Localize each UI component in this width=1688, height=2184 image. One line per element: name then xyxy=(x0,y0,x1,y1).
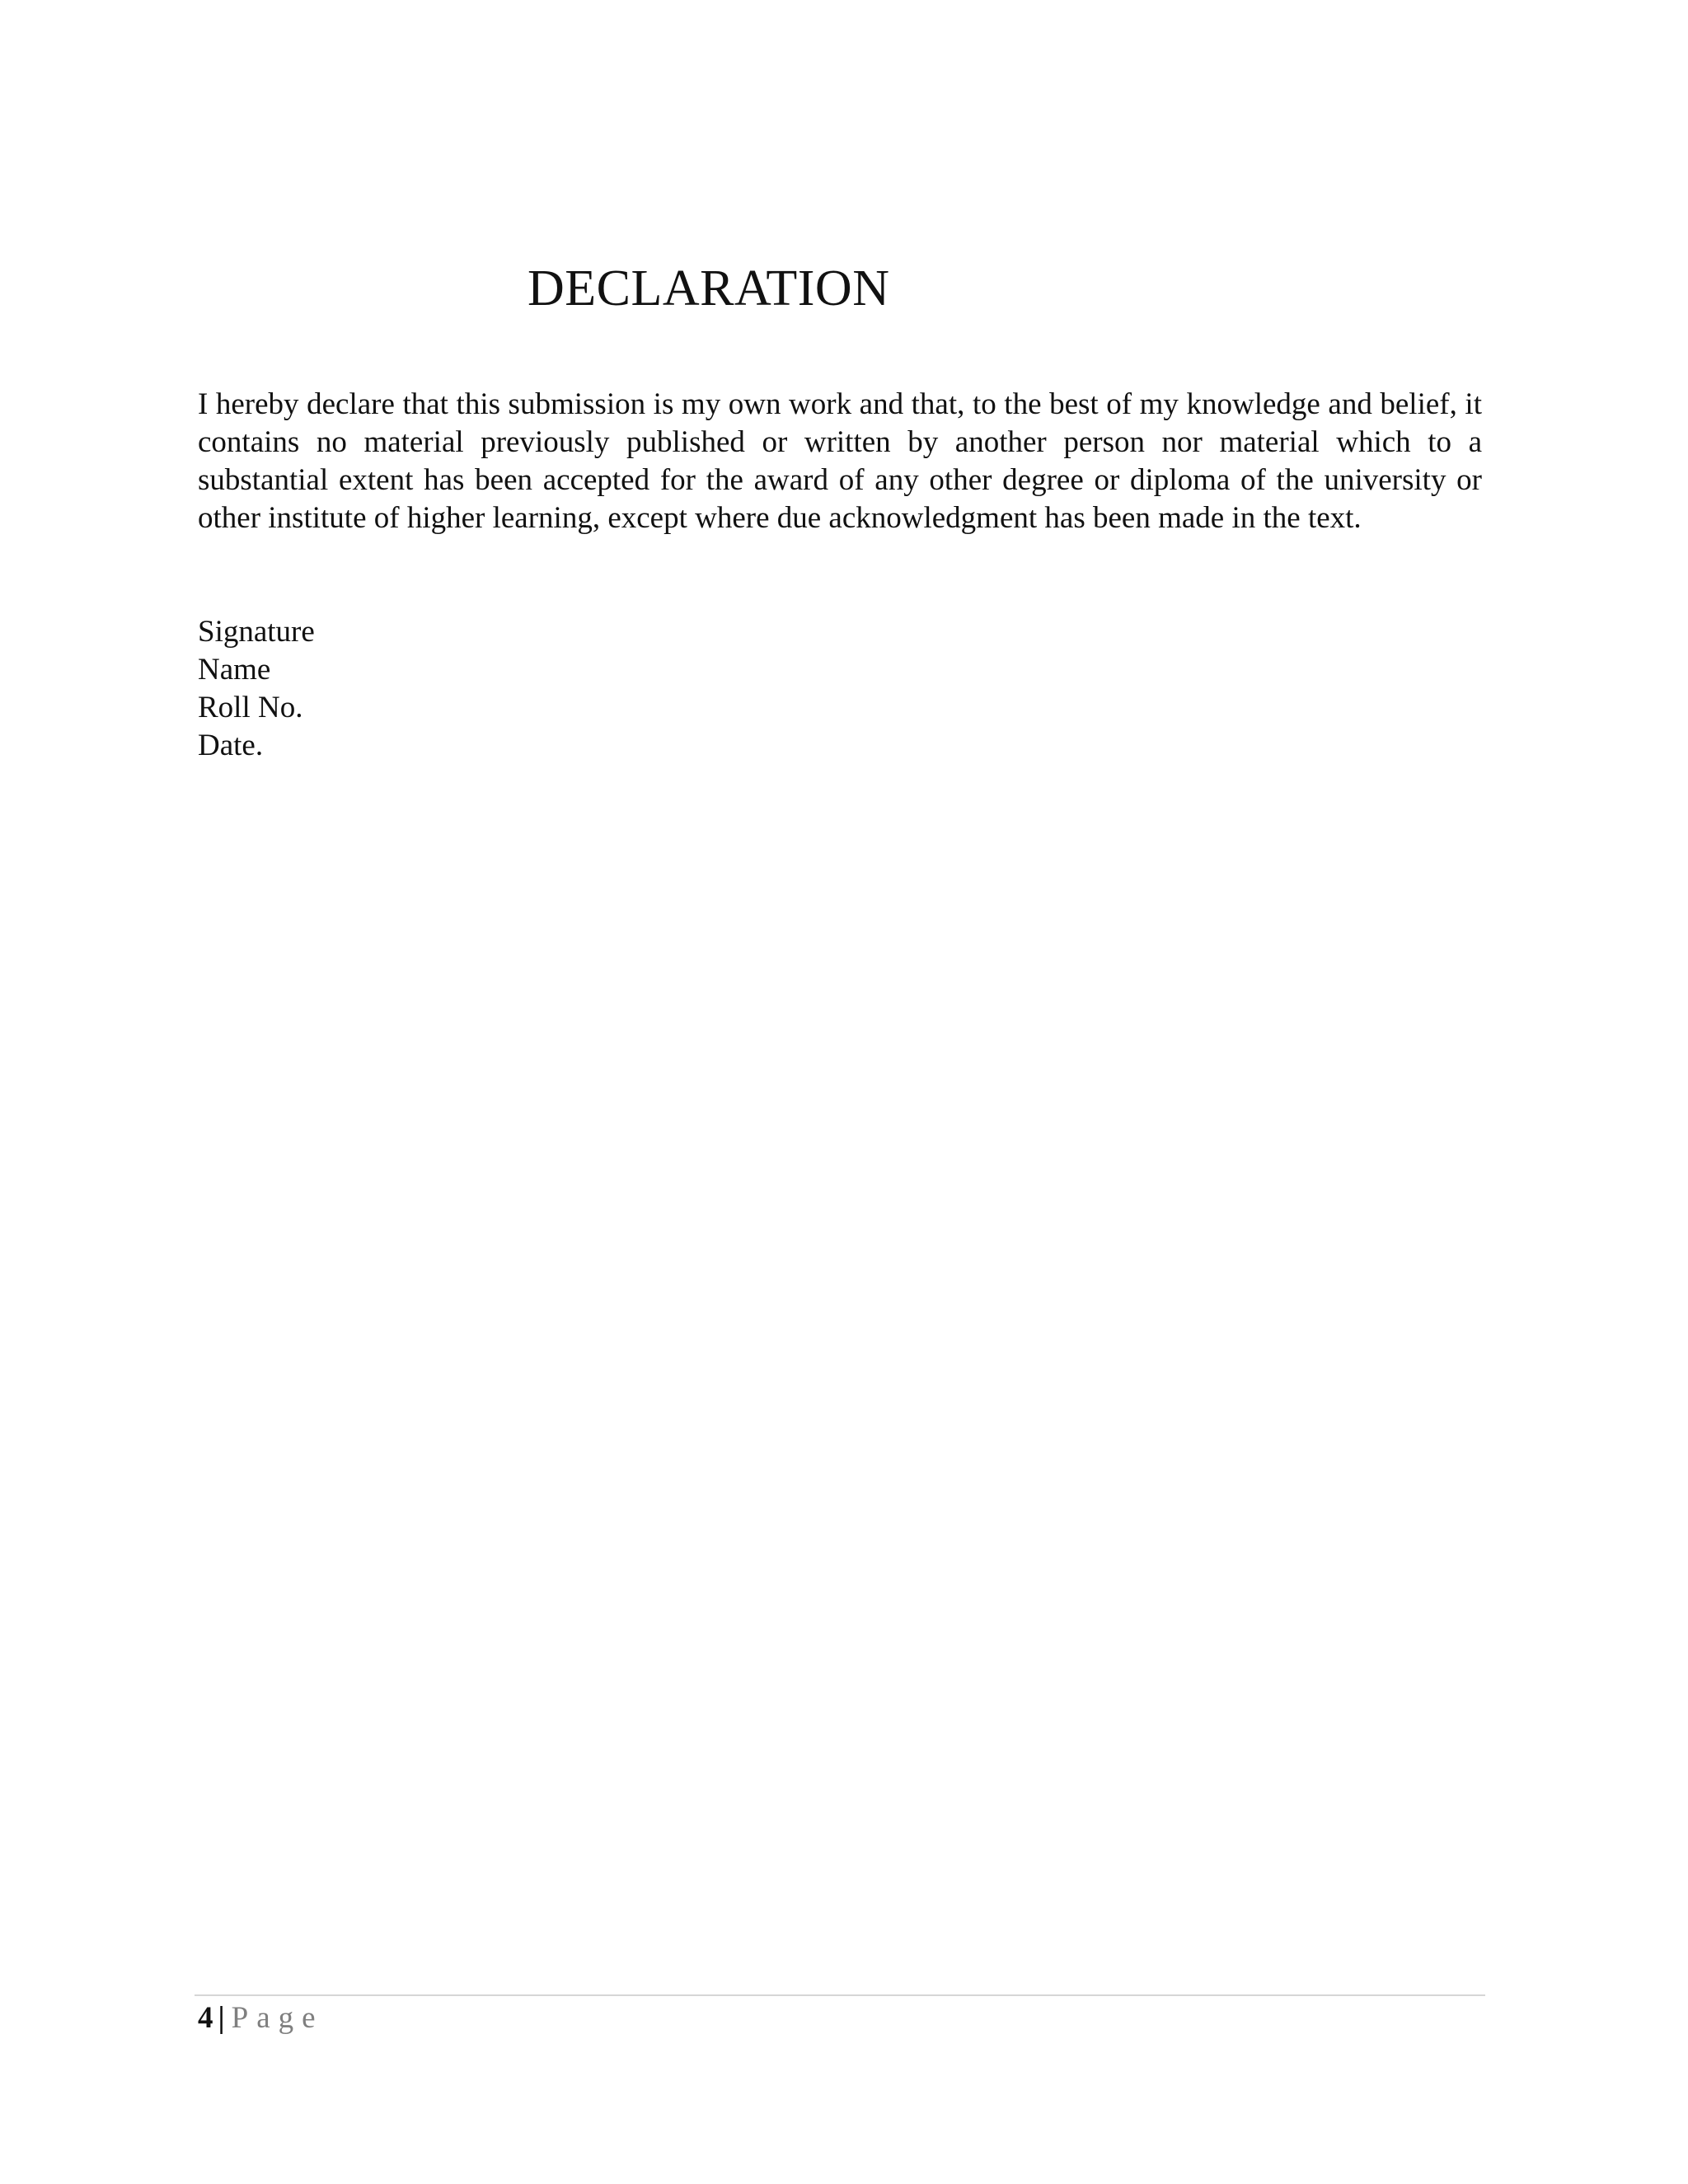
declaration-paragraph: I hereby declare that this submission is my own work and that, to the best of my knowledge and belief, it contains no material previously published or written by another person nor material which to a substantial extent has been accepted for the award of any other degree or diploma of the university or other institute of higher learning, except where due acknowledgment has been made in the text. xyxy=(198,387,1482,535)
page-label: Page xyxy=(231,2001,324,2035)
roll-number-label: Roll No. xyxy=(198,691,303,724)
page-footer xyxy=(198,1999,324,2037)
page-number: 4 xyxy=(198,2001,213,2035)
footer-separator: | xyxy=(218,2001,225,2035)
date-label: Date. xyxy=(198,729,264,762)
name-label: Name xyxy=(198,653,271,687)
footer-divider xyxy=(195,1994,1485,1996)
page-title: DECLARATION xyxy=(528,260,890,316)
signature-label: Signature xyxy=(198,615,315,649)
signature-fields xyxy=(198,613,315,765)
